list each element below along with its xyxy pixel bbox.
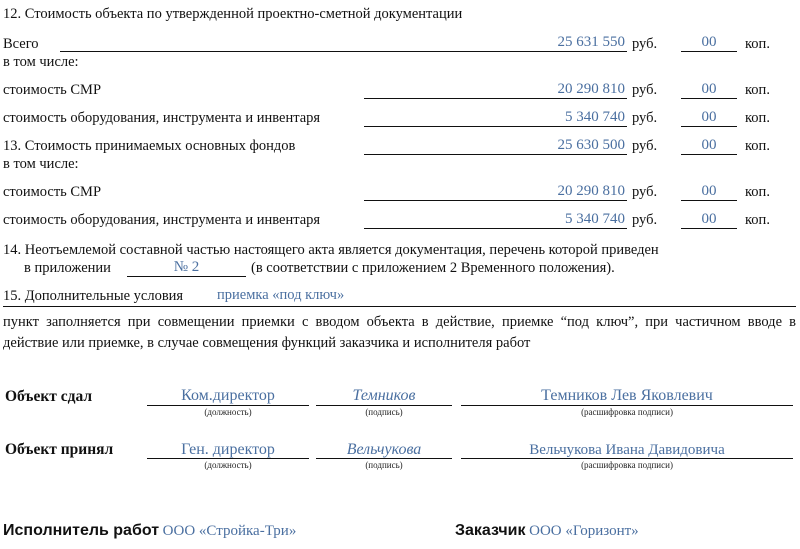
- appendix-number[interactable]: № 2: [173, 259, 200, 275]
- fixed-assets-rub-value[interactable]: 25 630 500: [557, 137, 625, 153]
- customer-label: Заказчик: [455, 522, 526, 539]
- smr-rub-line-13: [364, 200, 627, 201]
- handed-signature[interactable]: Темников: [352, 387, 416, 404]
- additional-conditions-line: [3, 306, 796, 307]
- including-label-13: в том числе:: [3, 156, 79, 172]
- appendix-line: [127, 276, 246, 277]
- handed-fullname-caption: (расшифровка подписи): [581, 407, 673, 417]
- rub-unit: руб.: [632, 184, 658, 200]
- equipment-kop-line-13: [681, 228, 737, 229]
- smr-rub-value-13[interactable]: 20 290 810: [557, 183, 625, 199]
- kop-unit: коп.: [745, 82, 770, 98]
- accepted-position[interactable]: Ген. директор: [181, 441, 275, 458]
- equipment-rub-value-13[interactable]: 5 340 740: [565, 211, 625, 227]
- section-14-line1: 14. Неотъемлемой составной частью настоящего акта является документация, перечень которой приведен: [3, 242, 659, 258]
- fixed-assets-kop-value[interactable]: 00: [701, 137, 717, 153]
- equipment-label-13: стоимость оборудования, инструмента и инвентаря: [3, 212, 321, 228]
- kop-unit: коп.: [745, 138, 770, 154]
- smr-rub-line: [364, 98, 627, 99]
- equipment-rub-line-13: [364, 228, 627, 229]
- equipment-rub-value[interactable]: 5 340 740: [565, 109, 625, 125]
- smr-kop-value[interactable]: 00: [701, 81, 717, 97]
- customer-row: [455, 522, 639, 540]
- accepted-signature-caption: (подпись): [365, 460, 403, 470]
- rub-unit: руб.: [632, 82, 658, 98]
- smr-kop-value-13[interactable]: 00: [701, 183, 717, 199]
- section-13-title: 13. Стоимость принимаемых основных фондов: [3, 138, 296, 154]
- accepted-position-line: [147, 458, 309, 459]
- accepted-fullname-line: [461, 458, 793, 459]
- section-12-title: 12. Стоимость объекта по утвержденной проектно-сметной документации: [3, 6, 463, 22]
- contractor-label: Исполнитель работ: [3, 522, 160, 539]
- equipment-kop-value-13[interactable]: 00: [701, 211, 717, 227]
- rub-unit: руб.: [632, 36, 658, 52]
- total-kop-line: [681, 51, 737, 52]
- equipment-kop-line: [681, 126, 737, 127]
- section-14-appendix-suffix: (в соответствии с приложением 2 Временного положения).: [251, 260, 615, 276]
- equipment-kop-value[interactable]: 00: [701, 109, 717, 125]
- accepted-position-caption: (должность): [204, 460, 252, 470]
- total-kop-value[interactable]: 00: [701, 34, 717, 50]
- total-rub-value[interactable]: 25 631 550: [557, 34, 625, 50]
- smr-kop-line: [681, 98, 737, 99]
- fixed-assets-kop-line: [681, 154, 737, 155]
- additional-conditions-value[interactable]: приемка «под ключ»: [217, 287, 345, 303]
- smr-label: стоимость СМР: [3, 82, 102, 98]
- kop-unit: коп.: [745, 212, 770, 228]
- smr-label-13: стоимость СМР: [3, 184, 102, 200]
- total-label: Всего: [3, 36, 39, 52]
- contractor-value[interactable]: ООО «Стройка-Три»: [162, 523, 297, 539]
- handed-fullname-line: [461, 405, 793, 406]
- including-label: в том числе:: [3, 54, 79, 70]
- equipment-label: стоимость оборудования, инструмента и инвентаря: [3, 110, 321, 126]
- handed-fullname[interactable]: Темников Лев Яковлевич: [541, 387, 713, 404]
- customer-value[interactable]: ООО «Горизонт»: [529, 523, 639, 539]
- contractor-row: [3, 522, 296, 540]
- rub-unit: руб.: [632, 110, 658, 126]
- equipment-rub-line: [364, 126, 627, 127]
- handed-position-caption: (должность): [204, 407, 252, 417]
- handed-signature-caption: (подпись): [365, 407, 403, 417]
- fixed-assets-rub-line: [364, 154, 627, 155]
- handed-label: Объект сдал: [5, 388, 93, 405]
- kop-unit: коп.: [745, 110, 770, 126]
- rub-unit: руб.: [632, 138, 658, 154]
- handed-position-line: [147, 405, 309, 406]
- section-15-label: 15. Дополнительные условия: [3, 288, 184, 304]
- accepted-fullname-caption: (расшифровка подписи): [581, 460, 673, 470]
- accepted-fullname[interactable]: Вельчукова Ивана Давидовича: [529, 442, 725, 458]
- section-15-note: пункт заполняется при совмещении приемки с вводом объекта в действие, приемке “под ключ”, при частичном вводе в действие или приемке, в случае совмещения функций заказчика и исполнителя работ: [3, 314, 796, 351]
- kop-unit: коп.: [745, 36, 770, 52]
- smr-rub-value[interactable]: 20 290 810: [557, 81, 625, 97]
- accepted-signature[interactable]: Вельчукова: [346, 441, 422, 458]
- kop-unit: коп.: [745, 184, 770, 200]
- smr-kop-line-13: [681, 200, 737, 201]
- section-14-appendix-prefix: в приложении: [24, 260, 111, 276]
- accepted-signature-line: [316, 458, 452, 459]
- handed-position[interactable]: Ком.директор: [181, 387, 275, 404]
- total-rub-line: [60, 51, 627, 52]
- accepted-label: Объект принял: [5, 441, 114, 458]
- rub-unit: руб.: [632, 212, 658, 228]
- handed-signature-line: [316, 405, 452, 406]
